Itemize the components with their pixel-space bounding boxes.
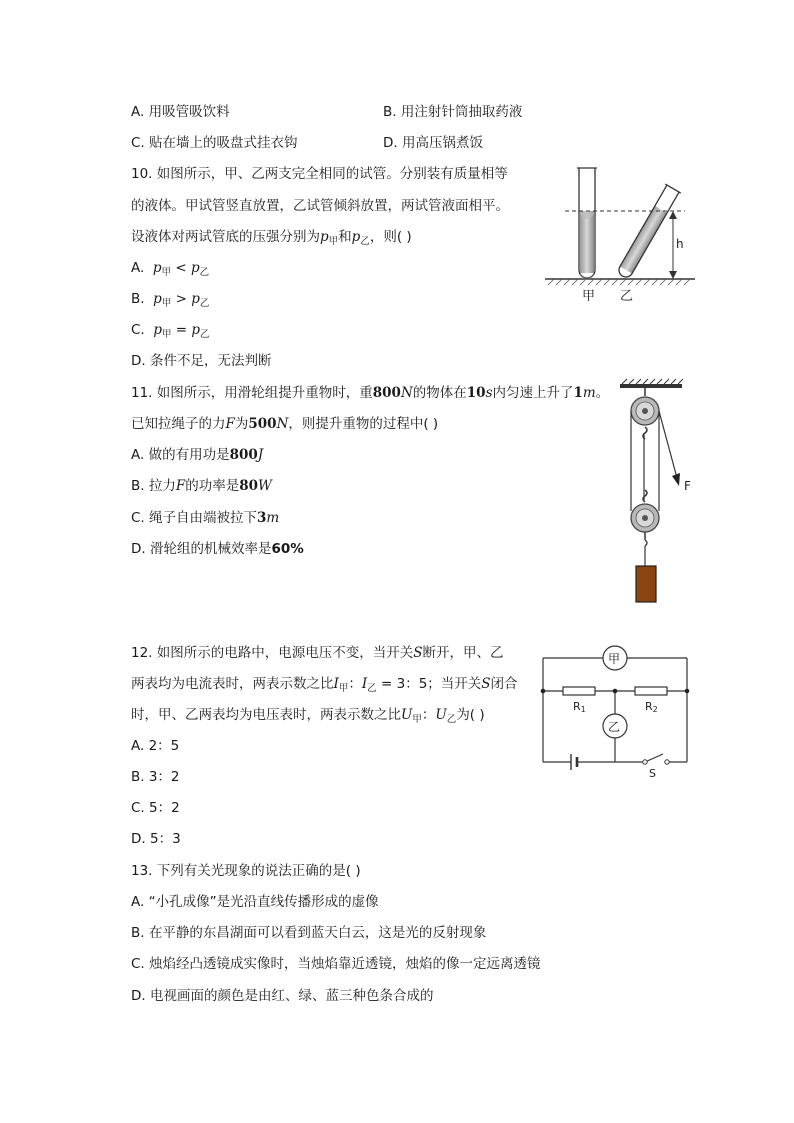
q13-option-b: B. 在平静的东昌湖面可以看到蓝天白云，这是光的反射现象 [131,925,487,941]
q10-option-a: A. $p_甲 < p_乙$ [131,260,210,278]
weight-block [636,566,656,602]
q9-option-d: D. 用高压锅煮饭 [383,135,483,151]
q10-test-tube-figure [540,165,700,310]
q11-stem-line2: 已知拉绳子的力F为500N，则提升重物的过程中( ) [131,416,439,432]
q10-option-d: D. 条件不足，无法判断 [131,353,272,369]
q12-option-c: C. 5：2 [131,800,180,816]
q12-option-d: D. 5：3 [131,831,181,847]
q11-option-b: B. 拉力F的功率是80W [131,478,272,494]
q10-h-label: h [676,237,684,251]
q11-pulley-figure [600,378,710,608]
resistor-r1-label: R1 [573,700,586,714]
q12-stem-line3: 时，甲、乙两表均为电压表时，两表示数之比$U_甲$：$U_乙$为( ) [131,707,485,725]
q10-tube-yi-label: 乙 [620,289,634,304]
q12-stem-line2: 两表均为电流表时，两表示数之比$I_甲$：$I_乙 = 3$：5；当开关S闭合 [131,676,518,694]
q12-option-b: B. 3：2 [131,769,180,785]
q13-option-c: C. 烛焰经凸透镜成实像时，当烛焰靠近透镜，烛焰的像一定远离透镜 [131,956,541,972]
q9-option-a: A. 用吸管吸饮料 [131,104,230,120]
q11-option-d: D. 滑轮组的机械效率是60% [131,541,304,557]
q11-option-c: C. 绳子自由端被拉下3m [131,510,280,526]
q9-option-c: C. 贴在墙上的吸盘式挂衣钩 [131,135,298,151]
switch-label: S [649,767,656,780]
q9-option-b: B. 用注射针筒抽取药液 [383,104,523,120]
q10-option-b: B. $p_甲 > p_乙$ [131,291,210,309]
q10-stem-line2: 的液体。甲试管竖直放置，乙试管倾斜放置，两试管液面相平。 [131,198,509,214]
q11-option-a: A. 做的有用功是800J [131,447,264,463]
q10-stem-line3: 设液体对两试管底的压强分别为$p_甲$和$p_乙$，则( ) [131,229,412,247]
svg-text:甲: 甲 [608,652,621,666]
q12-option-a: A. 2：5 [131,738,180,754]
q13-option-d: D. 电视画面的颜色是由红、绿、蓝三种色条合成的 [131,988,434,1004]
q10-option-c: C. $p_甲 = p_乙$ [131,322,210,340]
q12-circuit-figure [535,640,695,780]
resistor-r2-label: R2 [645,700,658,714]
svg-text:乙: 乙 [608,720,621,734]
q10-stem-line1: 10. 如图所示，甲、乙两支完全相同的试管。分别装有质量相等 [131,166,508,182]
q12-stem-line1: 12. 如图所示的电路中，电源电压不变，当开关S断开，甲、乙 [131,645,504,661]
q11-stem-line1: 11. 如图所示，用滑轮组提升重物时，重800N的物体在10s内匀速上升了1m。 [131,385,610,401]
q13-option-a: A. “小孔成像”是光沿直线传播形成的虚像 [131,894,379,910]
q11-force-label: F [684,479,691,493]
q10-tube-jia-label: 甲 [582,289,596,304]
q13-stem: 13. 下列有关光现象的说法正确的是( ) [131,863,361,879]
